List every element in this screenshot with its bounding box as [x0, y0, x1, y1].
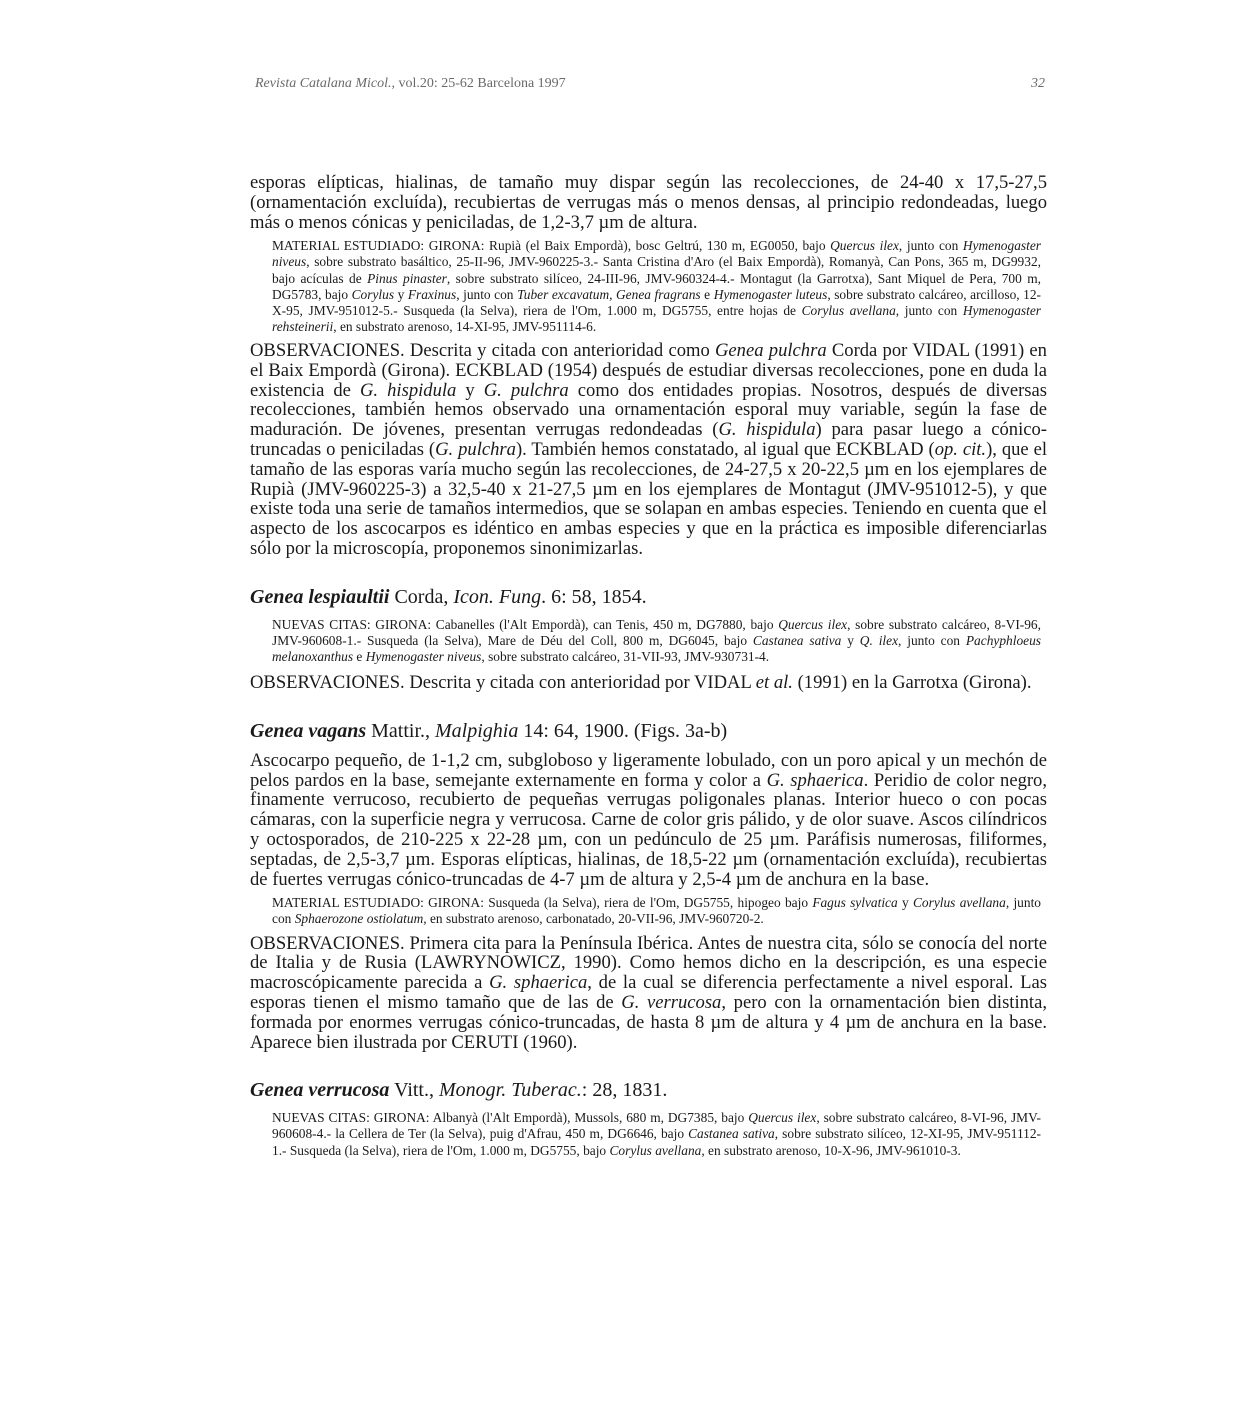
journal-title: Revista Catalana Micol. — [255, 76, 392, 91]
vagans-description: Ascocarpo pequeño, de 1-1,2 cm, subgloboso y ligeramente lobulado, con un poro apical y un mechón de pelos pardos en la base, semejante externamente en forma y color a G. sphaerica. Peridio de color negro, finamente verrucoso, recubierto de pequeñas verrugas poligonales planas. Interior hueco o con pocas cámaras, con la superficie negra y verrucosa. Carne de color gris pálido, y de olor suave. Ascos cilíndricos y octosporados, de 210-225 x 22-28 µm, con un pedúnculo de 25 µm. Paráfisis numerosas, filiformes, septadas, de 2,5-3,7 µm. Esporas elípticas, hialinas, de 18,5-22 µm (ornamentación excluída), recubiertas de fuertes verrugas cónico-truncadas de 4-7 µm de altura y 2,5-4 µm de anchura en la base. — [250, 749, 1048, 890]
species-heading-verrucosa: Genea verrucosa Vitt., Monogr. Tuberac.: 28, 1831. — [250, 1079, 668, 1102]
species-heading-lespiaultii: Genea lespiaultii Corda, Icon. Fung. 6: 58, 1854. — [250, 585, 647, 608]
journal-volume: , vol.20: 25-62 Barcelona 1997 — [391, 76, 566, 91]
vagans-observations: OBSERVACIONES. Primera cita para la Península Ibérica. Antes de nuestra cita, sólo se conocía del norte de Italia y de Rusia (LAWRYNOWICZ, 1990). Como hemos dicho en la descripción, es una especie macroscópicamente parecida a G. sphaerica, de la cual se diferencia perfectamente a nivel esporal. Las esporas tienen el mismo tamaño que de las de G. verrucosa, pero con la ornamentación bien distinta, formada por enormes verrugas cónico-truncadas, de hasta 8 µm de altura y 4 µm de anchura en la base. Aparece bien ilustrada por CERUTI (1960). — [250, 932, 1048, 1053]
page-number: 32 — [1031, 76, 1045, 91]
pulchra-material-studied: MATERIAL ESTUDIADO: GIRONA: Rupià (el Baix Empordà), bosc Geltrú, 130 m, EG0050, bajo Quercus ilex, junto con Hymenogaster niveus, sobre substrato basáltico, 25-II-96, JMV-960225-3.- Santa Cristina d'Aro (el Baix Empordà), Romanyà, Can Pons, 365 m, DG9932, bajo acículas de Pinus pinaster, sobre substrato silíceo, 24-III-96, JMV-960324-4.- Montagut (la Garrotxa), Sant Miquel de Pera, 700 m, DG5783, bajo Corylus y Fraxinus, junto con Tuber excavatum, Genea fragrans e Hymenogaster luteus, sobre substrato calcáreo, arcilloso, 12-X-95, JMV-951012-5.- Susqueda (la Selva), riera de l'Om, 1.000 m, DG5755, entre hojas de Corylus avellana, junto con Hymenogaster rehsteinerii, en substrato arenoso, 14-XI-95, JMV-951114-6. — [272, 238, 1042, 334]
journal-citation — [255, 76, 566, 92]
article-body — [250, 173, 1047, 1159]
species-heading-vagans: Genea vagans Mattir., Malpighia 14: 64, 1900. (Figs. 3a-b) — [250, 719, 728, 742]
pulchra-observations: OBSERVACIONES. Descrita y citada con anterioridad como Genea pulchra Corda por VIDAL (1991) en el Baix Empordà (Girona). ECKBLAD (1954) después de estudiar diversas recolecciones, pone en duda la existencia de G. hispidula y G. pulchra como dos entidades propias. Nosotros, después de diversas recolecciones, también hemos observado una ornamentación esporal muy variable, según la fase de maduración. De jóvenes, presentan verrugas redondeadas (G. hispidula) para pasar luego a cónico-truncadas o peniciladas (G. pulchra). También hemos constatado, al igual que ECKBLAD (op. cit.), que el tamaño de las esporas varía mucho según las recolecciones, de 24-27,5 x 20-22,5 µm en los ejemplares de Rupià (JMV-960225-3) a 32,5-40 x 21-27,5 µm en los ejemplares de Montagut (JMV-951012-5), y que existe toda una serie de tamaños intermedios, que se solapan en ambas especies. Teniendo en cuenta que el aspecto de los ascocarpos es idéntico en ambas especies y que en la práctica es imposible diferenciarlas sólo por la microscopía, proponemos sinonimizarlas. — [250, 339, 1048, 559]
intro-paragraph: esporas elípticas, hialinas, de tamaño muy dispar según las recolecciones, de 24-40 x 17,5-27,5 (ornamentación excluída), recubiertas de verrugas más o menos densas, al principio redondeadas, luego más o menos cónicas y peniciladas, de 1,2-3,7 µm de altura. — [250, 172, 1047, 233]
lespiaultii-observations: OBSERVACIONES. Descrita y citada con anterioridad por VIDAL et al. (1991) en la Garrotxa (Girona). — [250, 672, 1032, 693]
lespiaultii-new-records: NUEVAS CITAS: GIRONA: Cabanelles (l'Alt Empordà), can Tenis, 450 m, DG7880, bajo Quercus ilex, sobre substrato calcáreo, 8-VI-96, JMV-960608-1.- Susqueda (la Selva), Mare de Déu del Coll, 800 m, DG6045, bajo Castanea sativa y Q. ilex, junto con Pachyphloeus melanoxanthus e Hymenogaster niveus, sobre substrato calcáreo, 31-VII-93, JMV-930731-4. — [272, 616, 1041, 664]
verrucosa-new-records: NUEVAS CITAS: GIRONA: Albanyà (l'Alt Empordà), Mussols, 680 m, DG7385, bajo Quercus ilex, sobre substrato calcáreo, 8-VI-96, JMV-960608-4.- la Cellera de Ter (la Selva), puig d'Afrau, 450 m, DG6646, bajo Castanea sativa, sobre substrato silíceo, 12-XI-95, JMV-951112-1.- Susqueda (la Selva), riera de l'Om, 1.000 m, DG5755, bajo Corylus avellana, en substrato arenoso, 10-X-96, JMV-961010-3. — [272, 1110, 1041, 1158]
vagans-material-studied: MATERIAL ESTUDIADO: GIRONA: Susqueda (la Selva), riera de l'Om, DG5755, hipogeo bajo Fagus sylvatica y Corylus avellana, junto con Sphaerozone ostiolatum, en substrato arenoso, carbonatado, 20-VII-96, JMV-960720-2. — [272, 895, 1041, 927]
running-head — [255, 76, 1045, 98]
